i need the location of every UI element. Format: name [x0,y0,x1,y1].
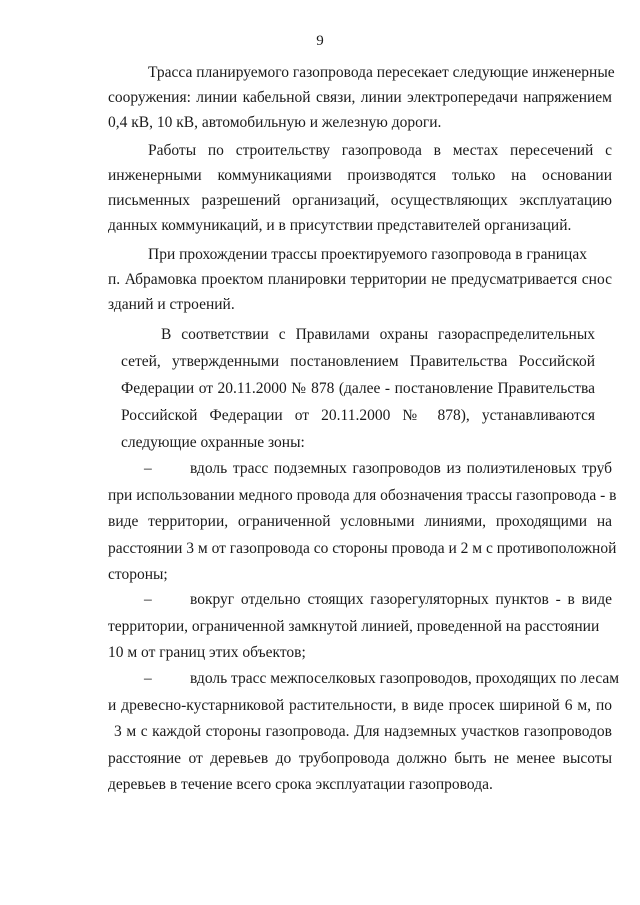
text-line: и древесно-кустарниковой растительности, в виде просек шириной 6 м, по [108,696,612,714]
text-line: Работы по строительству газопровода в местах пересечений с [148,142,612,159]
paragraph-3 [108,242,612,317]
text-line: при использовании медного провода для обозначения трассы газопровода - в [108,486,617,504]
bullet-dash: – [144,670,152,687]
text-line-content: вдоль трасс межпоселковых газопроводов, проходящих по лесам [190,670,620,687]
text-line: сооружения: линии кабельной связи, линии электропередачи напряжением [108,89,612,106]
paragraph-2 [108,138,612,238]
text-line: инженерными коммуникациями производятся только на основании [108,167,612,184]
bullet-paragraph-2 [108,587,612,667]
text-line-content: вдоль трасс подземных газопроводов из полиэтиленовых труб [190,460,612,477]
text-line [144,666,620,693]
text-line: зданий и строений. [108,296,235,313]
text-line: Российской Федерации от 20.11.2000 № 878), устанавливаются [121,407,595,424]
page-number: 9 [316,33,324,49]
text-line: данных коммуникаций, и в присутствии представителей организаций. [108,217,572,234]
text-line: Трасса планируемого газопровода пересекает следующие инженерные [148,64,615,81]
text-line [144,587,612,614]
text-line: виде территории, ограниченной условными линиями, проходящими на [108,513,612,530]
bullet-dash: – [144,591,152,608]
bullet-paragraph-1 [108,456,617,589]
text-line: При прохождении трассы проектируемого газопровода в границах [148,246,587,263]
bullet-dash: – [144,460,152,477]
paragraph-1 [108,60,615,135]
text-line: 10 м от границ этих объектов; [108,644,306,661]
text-line: расстоянии 3 м от газопровода со стороны провода и 2 м с противоположной [108,539,617,557]
text-line: В соответствии с Правилами охраны газораспределительных [161,326,595,343]
text-line: 3 м с каждой стороны газопровода. Для надземных участков газопроводов [114,723,612,740]
text-line: 0,4 кВ, 10 кВ, автомобильную и железную дороги. [108,114,442,131]
text-line: деревьев в течение всего срока эксплуатации газопровода. [108,776,493,793]
text-line: сетей, утвержденными постановлением Правительства Российской [121,353,595,370]
text-line: территории, ограниченной замкнутой линией, проведенной на расстоянии [108,617,600,635]
text-line: следующие охранные зоны: [121,434,305,451]
bullet-paragraph-3 [108,666,620,799]
text-line: расстояние от деревьев до трубопровода должно быть не менее высоты [108,749,612,767]
text-line: Федерации от 20.11.2000 № 878 (далее - постановление Правительства [121,380,595,397]
text-line-content: вокруг отдельно стоящих газорегуляторных пунктов - в виде [190,591,612,608]
text-line [144,456,612,483]
paragraph-4 [121,321,595,456]
text-line: стороны; [108,566,168,583]
text-line: письменных разрешений организаций, осуществляющих эксплуатацию [108,192,612,209]
text-line: п. Абрамовка проектом планировки территории не предусматривается снос [108,271,612,288]
